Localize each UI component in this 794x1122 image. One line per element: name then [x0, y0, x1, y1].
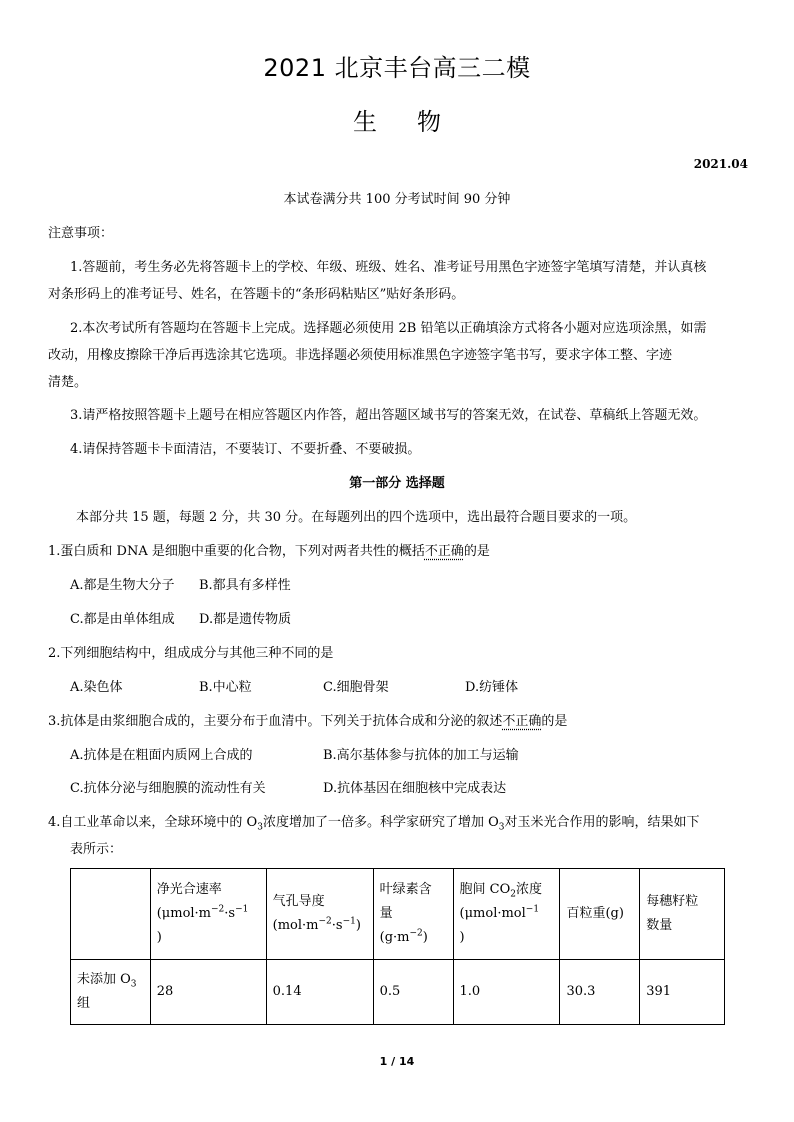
table-cell: 391	[640, 960, 725, 1025]
table-cell: 30.3	[560, 960, 640, 1025]
notice-3: 3.请严格按照答题卡上题号在相应答题区内作答，超出答题区域书写的答案无效，在试卷、草稿纸上答题无效。	[70, 408, 707, 423]
row-label: 未添加 $O_3$ 组	[71, 960, 151, 1025]
q2-option-b: B.中心粒	[199, 680, 252, 695]
q2-option-a: A.染色体	[70, 680, 123, 695]
notice-1-line-1: 1.答题前，考生务必先将答题卡上的学校、年级、班级、姓名、准考证号用黑色字迹签字笔填写清楚，并认真核	[70, 260, 707, 275]
table-cell: 28	[150, 960, 266, 1025]
table-header-empty	[71, 869, 151, 960]
table-cell: 1.0	[453, 960, 560, 1025]
notice-2-line-1: 2.本次考试所有答题均在答题卡上完成。选择题必须使用 2B 铅笔以正确填涂方式将各小题对应选项涂黑，如需	[70, 321, 707, 336]
header-stomatal-conductance: 气孔导度 $(mol\cdot m^{-2}\cdot s^{-1})$	[266, 869, 373, 960]
header-intercellular-co2: 胞间 $CO_2$浓度 (μmol·mol$^{-1}$ )	[453, 869, 560, 960]
header-net-photosynthesis: 净光合速率 ($\mu mol\cdot m^{-2}\cdot s^{-1}$ )	[150, 869, 266, 960]
header-grains-per-ear: 每穗籽粒 数量	[640, 869, 725, 960]
question-1-stem: 1.蛋白质和 DNA 是细胞中重要的化合物，下列对两者共性的概括不正确的是	[48, 544, 490, 559]
table-header-row	[71, 869, 725, 960]
exam-info: 本试卷满分共 100 分考试时间 90 分钟	[283, 192, 511, 207]
q3-option-d: D.抗体基因在细胞核中完成表达	[323, 781, 507, 796]
page-number: 1 / 14	[379, 1055, 415, 1068]
q1-option-a: A.都是生物大分子	[70, 578, 175, 593]
section-intro: 本部分共 15 题，每题 2 分，共 30 分。在每题列出的四个选项中，选出最符合题目要求的一项。	[76, 510, 637, 525]
notice-4: 4.请保持答题卡卡面清洁，不要装订、不要折叠、不要破损。	[70, 442, 421, 457]
q3-option-b: B.高尔基体参与抗体的加工与运输	[323, 748, 519, 763]
header-hundred-grain-weight: 百粒重(g)	[560, 869, 640, 960]
notice-2-line-2: 改动，用橡皮擦除干净后再选涂其它选项。非选择题必须使用标准黑色字迹签字笔书写，要求字体工整、字迹	[48, 348, 673, 363]
q1-option-b: B.都具有多样性	[199, 578, 291, 593]
q2-option-d: D.纺锤体	[465, 680, 519, 695]
question-4-stem-line-2: 表所示：	[70, 842, 123, 857]
q1-option-c: C.都是由单体组成	[70, 612, 175, 627]
q2-option-c: C.细胞骨架	[323, 680, 389, 695]
notice-2-line-3: 清楚。	[48, 375, 88, 390]
page-title: 2021 北京丰台高三二模	[263, 54, 531, 82]
table-row	[71, 960, 725, 1025]
notice-heading: 注意事项：	[48, 226, 114, 241]
question-2-stem: 2.下列细胞结构中，组成成分与其他三种不同的是	[48, 646, 334, 661]
question-4-stem: 4.自工业革命以来，全球环境中的 $O_3$浓度增加了一倍多。科学家研究了增加 $O_3$对玉米光合作用的影响，结果如下	[48, 815, 700, 833]
section-title: 第一部分 选择题	[349, 476, 445, 491]
table-cell: 0.14	[266, 960, 373, 1025]
q3-option-a: A.抗体是在粗面内质网上合成的	[70, 748, 253, 763]
table-cell: 0.5	[373, 960, 453, 1025]
exam-date: 2021.04	[693, 157, 748, 171]
header-chlorophyll: 叶绿素含 量 $(g\cdot m^{-2})$	[373, 869, 453, 960]
results-table	[70, 868, 725, 1025]
q3-option-c: C.抗体分泌与细胞膜的流动性有关	[70, 781, 266, 796]
q1-option-d: D.都是遗传物质	[199, 612, 292, 627]
question-3-stem: 3.抗体是由浆细胞合成的，主要分布于血清中。下列关于抗体合成和分泌的叙述不正确的是	[48, 714, 568, 729]
subject-title: 生物	[353, 108, 481, 136]
notice-1-line-2: 对条形码上的准考证号、姓名，在答题卡的“条形码粘贴区”贴好条形码。	[48, 287, 465, 302]
